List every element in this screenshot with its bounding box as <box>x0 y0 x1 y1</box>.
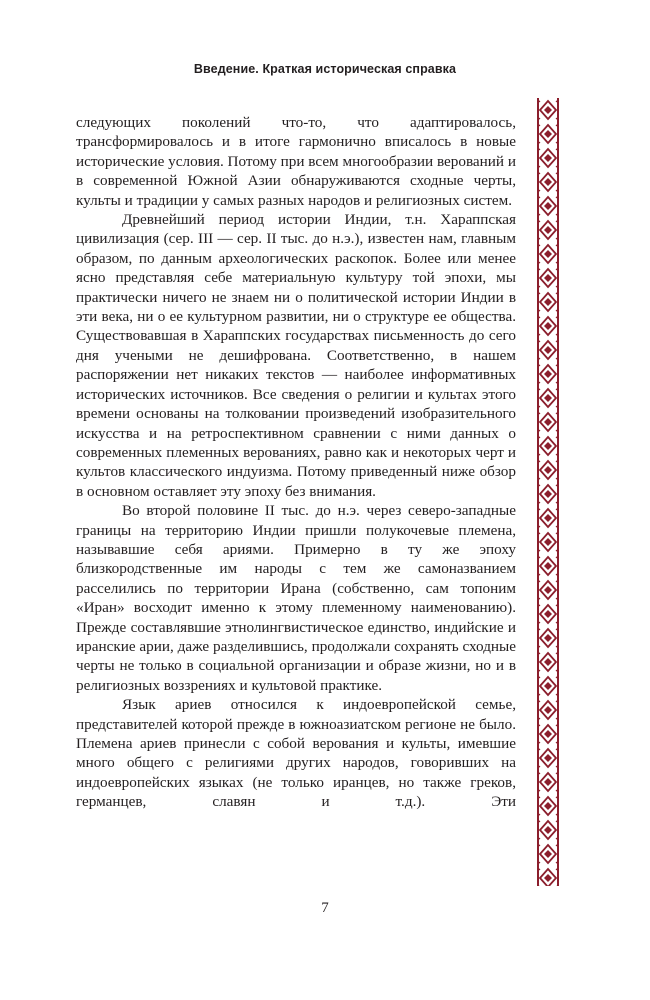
page-number: 7 <box>321 900 329 916</box>
body-text <box>76 113 516 812</box>
paragraph-1: следующих поколений что-то, что адаптировалось, трансформировалось и в итоге гармонично вписалось в новые исторические условия. Потому при всем многообразии верований и в современной Южной Азии обнаруживаются сходные черты, культы и традиции у самых разных народов и религиозных систем. <box>76 114 516 209</box>
paragraph-4: Язык ариев относился к индоевропейской семье, представителей которой прежде в южноазиатском регионе не было. Племена ариев принесли с собой верования и культы, имевшие много общего с религиями других народов, говоривших на индоевропейских языках (не только иранцев, но также греков, германцев, славян и т.д.). Эти <box>76 696 516 811</box>
running-header: Введение. Краткая историческая справка <box>193 62 457 76</box>
decorative-border-ornament <box>536 98 560 886</box>
paragraph-2: Древнейший период истории Индии, т.н. Хараппская цивилизация (сер. III — сер. II тыс. до н.э.), известен нам, главным образом, по данным археологических раскопок. Более или менее ясно представляя себе материальную культуру той эпохи, мы практически ничего не знаем ни о политической истории Индии в эти века, ни о ее культурном развитии, ни о структуре ее общества. Существовавшая в Хараппских государствах письменность до сего дня учеными не дешифрована. Соответственно, в нашем распоряжении нет никаких текстов — наиболее информативных исторических источников. Все сведения о религии и культах этого времени основаны на толковании произведений изобразительного искусства и на ретроспективном сравнении с ними данных о современных племенных верованиях, равно как и некоторых черт и культов классического индуизма. Потому приведенный ниже обзор в основном оставляет эту эпоху без внимания. <box>76 211 516 500</box>
paragraph-3: Во второй половине II тыс. до н.э. через северо-западные границы на территорию Индии пришли полукочевые племена, называвшие себя ариями. Примерно в ту же эпоху близкородственные им народы с тем же самоназванием расселились по территории Ирана (собственно, сам топоним «Иран» восходит именно к этому племенному наименованию). Прежде составлявшие этнолингвистическое единство, индийские и иранские арии, даже разделившись, продолжали сохранять сходные черты не только в социальной организации и образе жизни, но и в религиозных воззрениях и культовой практике. <box>76 502 516 694</box>
